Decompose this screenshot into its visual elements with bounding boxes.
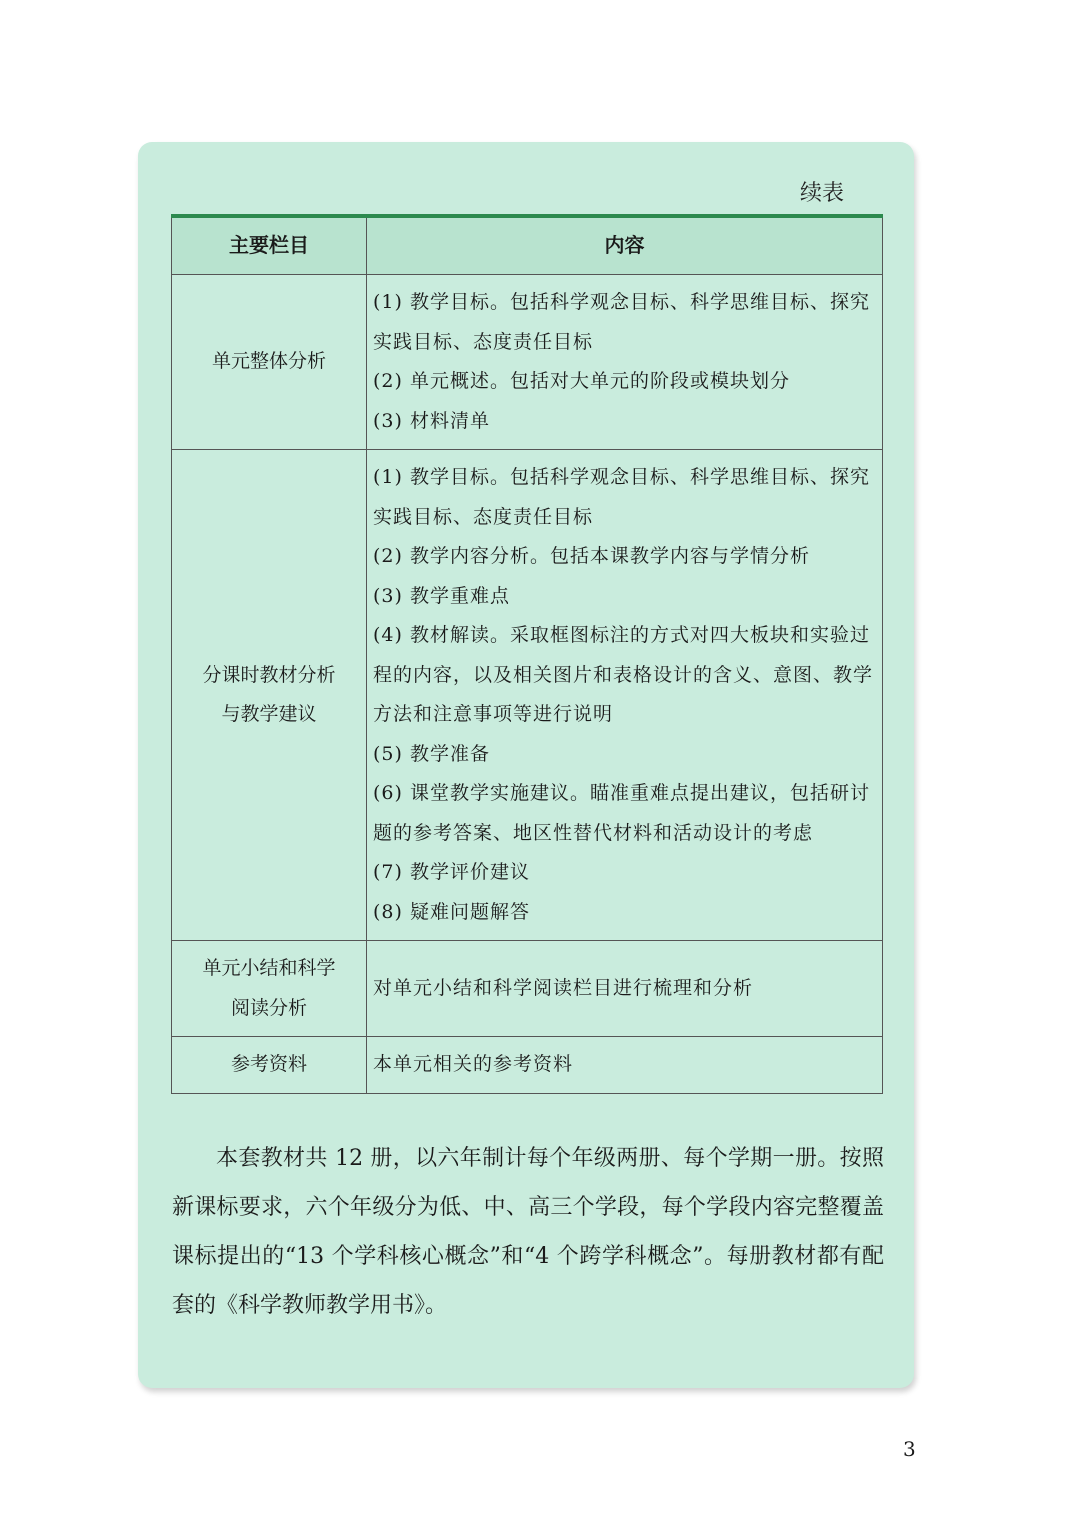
table-row [172,941,883,1037]
table-header-row [172,216,883,275]
row-content [367,450,883,941]
row-content [367,275,883,450]
content-item: (4) 教材解读。采取框图标注的方式对四大板块和实验过程的内容，以及相关图片和表格设计的含义、意图、教学方法和注意事项等进行说明 [373,624,874,725]
content-item: 本单元相关的参考资料 [373,1053,574,1075]
row-label: 单元小结和科学阅读分析 [172,941,367,1037]
content-item: (2) 教学内容分析。包括本课教学内容与学情分析 [373,545,810,567]
row-content [367,1037,883,1094]
body-paragraph: 本套教材共 12 册，以六年制计每个年级两册、每个学期一册。按照新课标要求，六个年级分为低、中、高三个学段，每个学段内容完整覆盖课标提出的“13 个学科核心概念”和“4 个跨学科概念”。每册教材都有配套的《科学教师教学用书》。 [172,1146,884,1318]
content-item: (1) 教学目标。包括科学观念目标、科学思维目标、探究实践目标、态度责任目标 [373,466,870,528]
content-item: (5) 教学准备 [373,742,490,765]
row-label: 单元整体分析 [172,275,367,450]
table-row [172,450,883,941]
header-content: 内容 [367,216,883,275]
page-number: 3 [903,1437,916,1461]
row-label: 参考资料 [172,1037,367,1094]
table-row [172,1037,883,1094]
content-item: (3) 材料清单 [373,409,490,432]
content-item: (2) 单元概述。包括对大单元的阶段或模块划分 [373,370,790,392]
table-row [172,275,883,450]
content-item: (1) 教学目标。包括科学观念目标、科学思维目标、探究实践目标、态度责任目标 [373,291,870,353]
content-item: (6) 课堂教学实施建议。瞄准重难点提出建议，包括研讨题的参考答案、地区性替代材料和活动设计的考虑 [373,782,870,844]
content-item: (7) 教学评价建议 [373,861,530,883]
continued-label: 续表 [799,181,844,206]
content-item: (8) 疑难问题解答 [373,900,530,923]
content-item: 对单元小结和科学阅读栏目进行梳理和分析 [373,976,754,999]
header-main-column: 主要栏目 [172,216,367,275]
row-label: 分课时教材分析与教学建议 [172,450,367,941]
content-card [138,142,914,1388]
content-item: (3) 教学重难点 [373,584,510,607]
row-content [367,941,883,1037]
column-table [171,214,883,1094]
